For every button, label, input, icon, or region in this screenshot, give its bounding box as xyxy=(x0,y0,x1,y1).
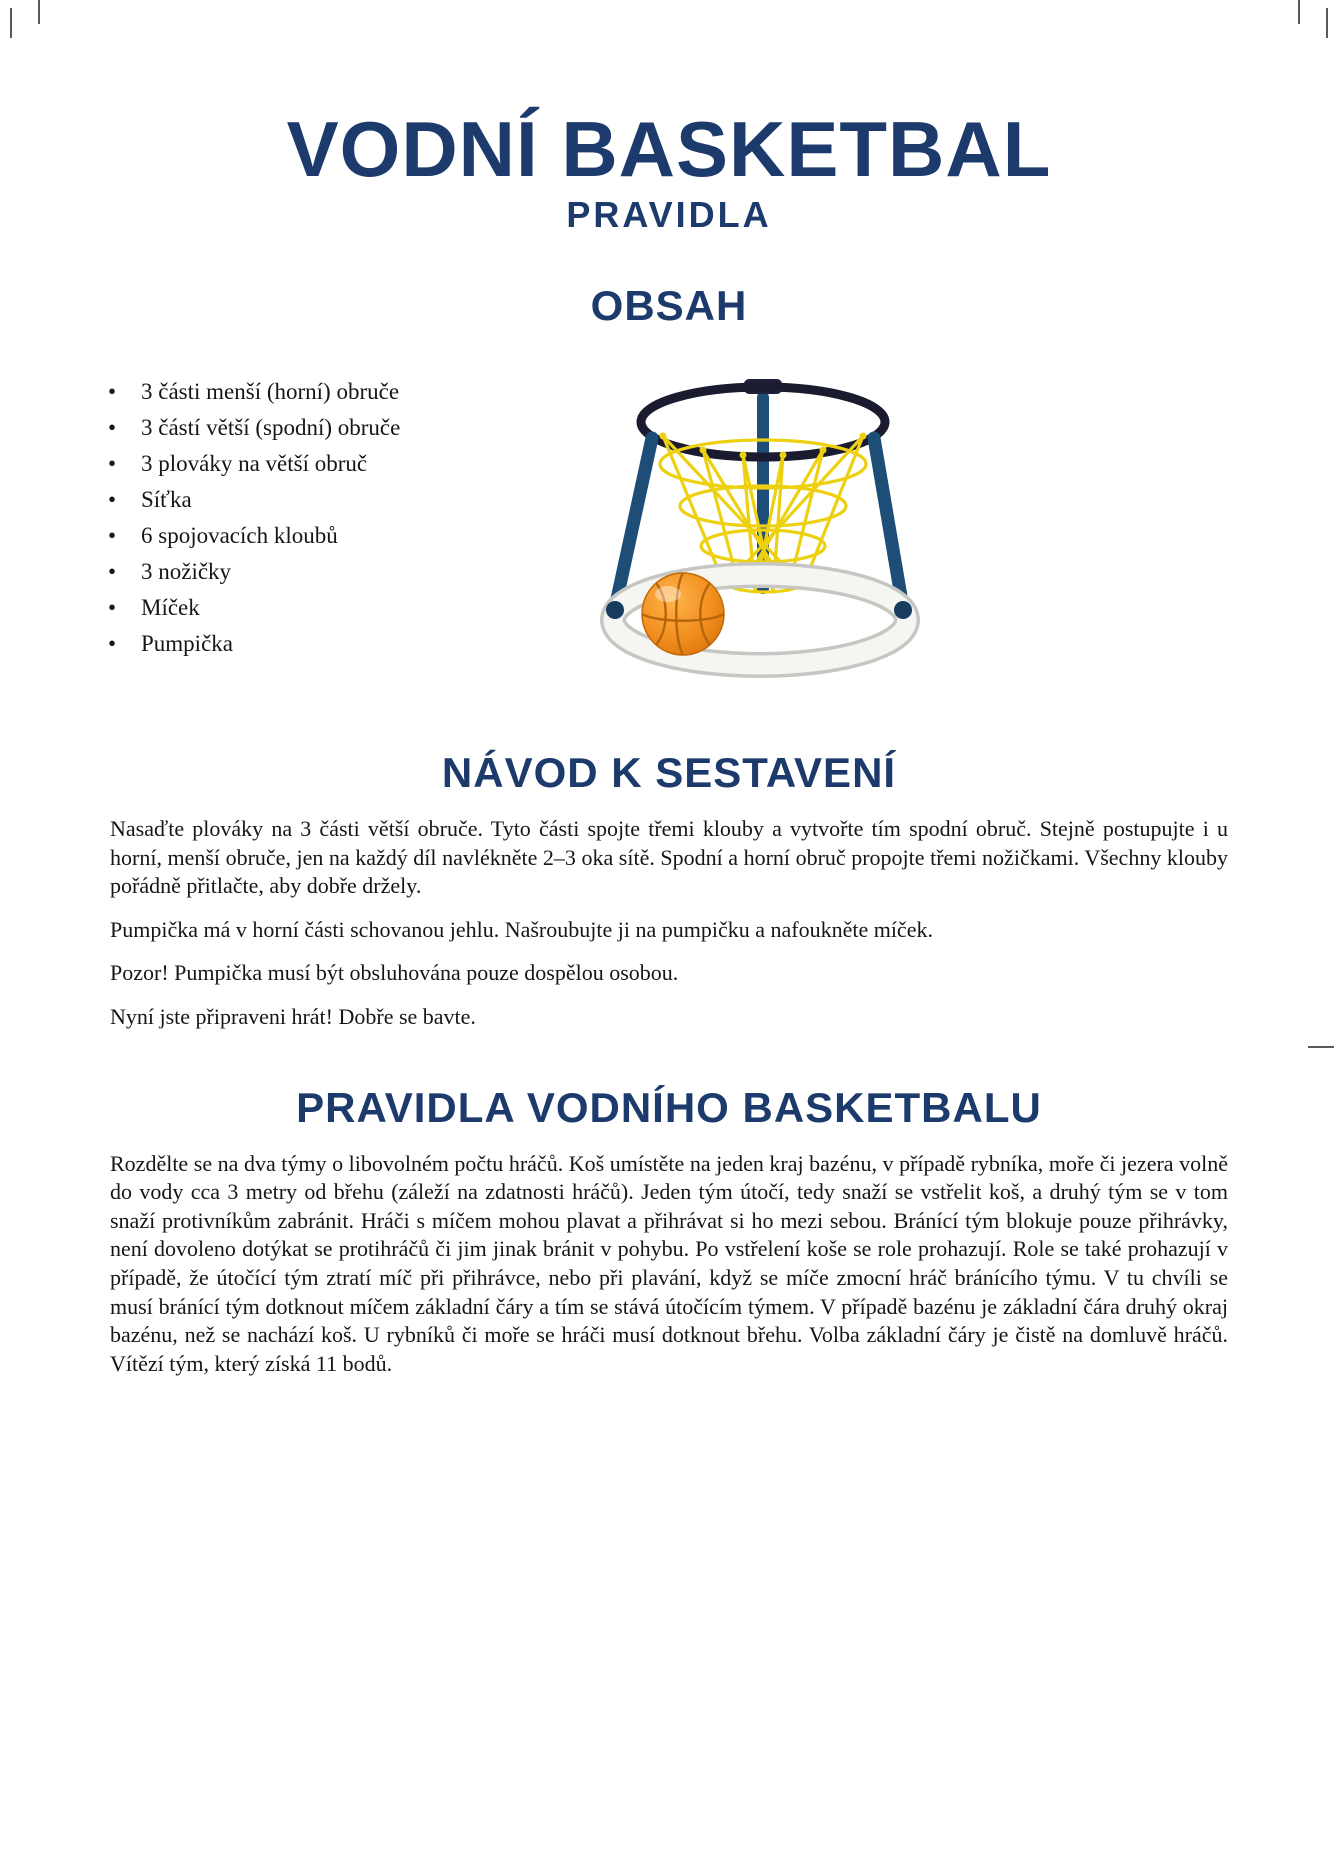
list-item: • Míček xyxy=(106,590,574,626)
list-item: • 3 plováky na větší obruč xyxy=(106,446,574,482)
basketball-icon xyxy=(642,573,724,655)
list-item: • Síťka xyxy=(106,482,574,518)
page-subtitle: PRAVIDLA xyxy=(566,194,772,236)
contents-heading: OBSAH xyxy=(590,282,748,330)
paragraph: Nyní jste připraveni hrát! Dobře se bavte. xyxy=(110,1004,476,1030)
crop-mark xyxy=(10,8,12,38)
contents-section xyxy=(106,358,1338,697)
masthead xyxy=(0,0,1338,236)
list-item: • Pumpička xyxy=(106,626,574,662)
paragraph: Pumpička má v horní části schovanou jehlu. Našroubujte ji na pumpičku a nafoukněte míček. xyxy=(110,916,933,942)
assembly-text xyxy=(110,815,1228,1032)
rules-text xyxy=(110,1150,1228,1379)
list-item: • 3 části menší (horní) obruče xyxy=(106,374,574,410)
paragraph: Rozdělte se na dva týmy o libovolném počtu hráčů. Koš umístěte na jeden kraj bazénu, v případě rybníka, moře či jezera volně do vody cca 3 metry od břehu (záleží na zdatnosti hráčů). Jeden tým útočí, tedy snaží se vstřelit koš, a druhý tým se v tom snaží protivníkům zabránit. Hráči s míčem mohou plavat a přihrávat si ho mezi sebou. Bránící tým blokuje pouze přihrávky, není dovoleno dotýkat se protihráčů či jim jinak bránit v pohybu. Po vstřelení koše se role prohazují. Role se také prohazují v případě, že útočící tým ztratí míč při přihrávce, nebo při plavání, když se míče zmocní hráč bránícího týmu. V tu chvíli se musí bránící tým dotknout míčem základní čáry a tím se stává útočícím týmem. V případě bazénu je základní čára druhý okraj bazénu, než se nachází koš. U rybníků či moře se hráči musí dotknout břehu. Volba základní čáry je čistě na domluvě hráčů. Vítězí tým, který získá 11 bodů. xyxy=(110,1150,1228,1376)
hoop-graphic xyxy=(588,352,928,697)
paragraph: Nasaďte plováky na 3 části větší obruče. Tyto části spojte třemi klouby a vytvořte tím spodní obruč. Stejně postupujte i u horní, menší obruče, jen na každý díl navlékněte 2–3 oka sítě. Spodní a horní obruč propojte třemi nožičkami. Všechny klouby pořádně přitlačte, aby dobře držely. xyxy=(110,816,1228,899)
crop-mark xyxy=(1298,0,1300,24)
parts-list xyxy=(106,374,574,662)
list-item: • 6 spojovacích kloubů xyxy=(106,518,574,554)
crop-mark xyxy=(1326,8,1328,38)
crop-mark xyxy=(1308,1046,1334,1048)
assembly-heading: NÁVOD K SESTAVENÍ xyxy=(441,749,897,797)
crop-mark xyxy=(38,0,40,24)
product-illustration xyxy=(588,352,928,697)
list-item: • 3 částí větší (spodní) obruče xyxy=(106,410,574,446)
paragraph: Pozor! Pumpička musí být obsluhována pouze dospělou osobou. xyxy=(110,960,679,986)
page-title: VODNÍ BASKETBAL xyxy=(286,105,1052,193)
rules-heading: PRAVIDLA VODNÍHO BASKETBALU xyxy=(296,1083,1042,1131)
list-item: • 3 nožičky xyxy=(106,554,574,590)
